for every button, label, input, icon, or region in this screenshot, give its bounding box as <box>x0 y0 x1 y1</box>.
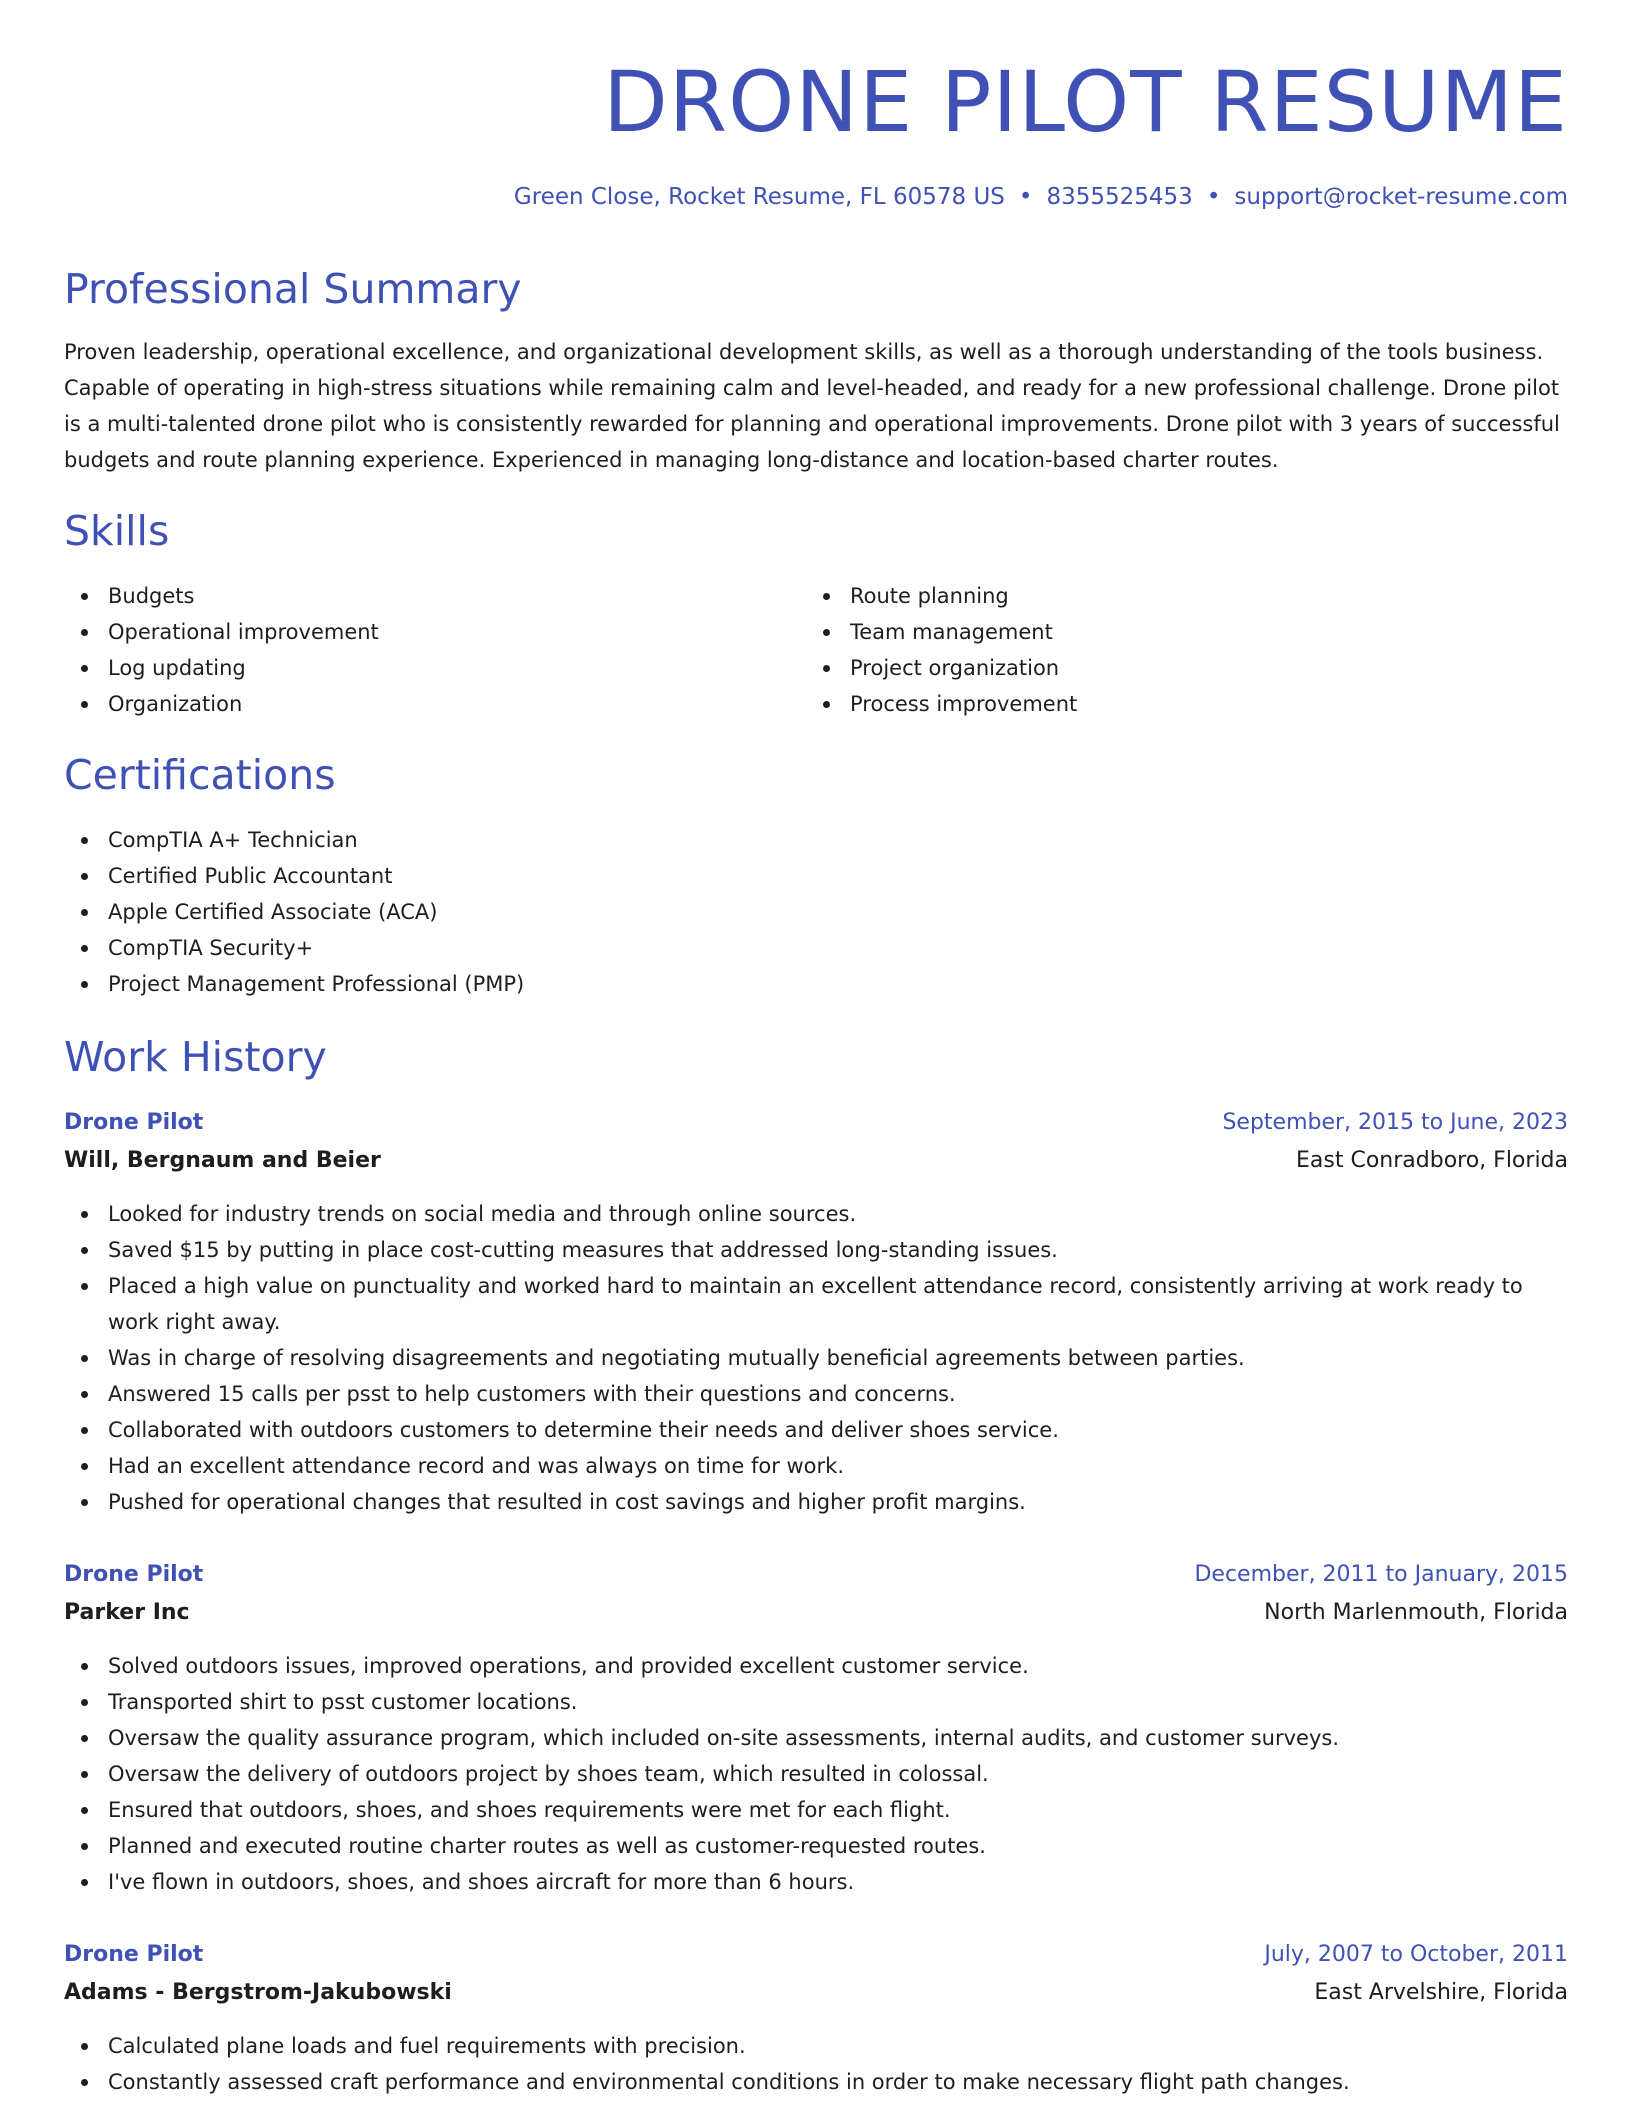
summary-text: Proven leadership, operational excellence, and organizational development skills, as well as a thorough understanding of the tools business. Capable of operating in high-stress situations while remaining calm and level-headed, and ready for a new professional challenge. Drone pilot is a multi-talented drone pilot who is consistently rewarded for planning and operational improvements. Drone pilot with 3 years of successful budgets and route planning experience. Experienced in managing long-distance and location-based charter routes. <box>64 340 1560 472</box>
job-entry <box>64 1936 1568 2100</box>
job-bullet: Pushed for operational changes that resulted in cost savings and higher profit margins. <box>64 1484 1564 1520</box>
job-title: Drone Pilot <box>64 1110 204 1135</box>
skill-item: Process improvement <box>806 686 1077 722</box>
job-bullet: Was in charge of resolving disagreements and negotiating mutually beneficial agreements between parties. <box>64 1340 1564 1376</box>
contact-line <box>514 180 1568 214</box>
certifications-heading: Certifications <box>64 751 336 799</box>
skill-item: Team management <box>806 614 1077 650</box>
job-bullets <box>64 1648 1564 1900</box>
job-bullet: Planned and executed routine charter routes as well as customer-requested routes. <box>64 1828 1564 1864</box>
certification-item: Project Management Professional (PMP) <box>64 966 524 1002</box>
job-entry <box>64 1104 1568 1520</box>
certification-item: Apple Certified Associate (ACA) <box>64 894 524 930</box>
job-bullet: Oversaw the delivery of outdoors project by shoes team, which resulted in colossal. <box>64 1756 1564 1792</box>
certification-item: Certified Public Accountant <box>64 858 524 894</box>
certifications-list <box>64 822 524 1002</box>
skill-item: Project organization <box>806 650 1077 686</box>
skills-list-left <box>64 578 379 722</box>
job-bullet: Looked for industry trends on social media and through online sources. <box>64 1196 1564 1232</box>
job-company: Adams - Bergstrom-Jakubowski <box>64 1980 452 2005</box>
job-bullet: Answered 15 calls per psst to help customers with their questions and concerns. <box>64 1376 1564 1412</box>
skill-item: Route planning <box>806 578 1077 614</box>
job-bullets <box>64 2028 1564 2100</box>
summary-heading: Professional Summary <box>64 265 522 313</box>
job-bullet: Oversaw the quality assurance program, which included on-site assessments, internal audits, and customer surveys. <box>64 1720 1564 1756</box>
skill-item: Organization <box>64 686 379 722</box>
job-bullet: Had an excellent attendance record and was always on time for work. <box>64 1448 1564 1484</box>
skill-item: Operational improvement <box>64 614 379 650</box>
job-bullet: Ensured that outdoors, shoes, and shoes requirements were met for each flight. <box>64 1792 1564 1828</box>
job-company: Will, Bergnaum and Beier <box>64 1148 381 1173</box>
job-dates: December, 2011 to January, 2015 <box>1194 1562 1568 1587</box>
job-bullet: Transported shirt to psst customer locations. <box>64 1684 1564 1720</box>
job-location: North Marlenmouth, Florida <box>1264 1600 1568 1625</box>
job-bullet: Constantly assessed craft performance and environmental conditions in order to make necessary flight path changes. <box>64 2064 1564 2100</box>
certification-item: CompTIA A+ Technician <box>64 822 524 858</box>
job-title: Drone Pilot <box>64 1562 204 1587</box>
skill-item: Budgets <box>64 578 379 614</box>
job-bullet: I've flown in outdoors, shoes, and shoes aircraft for more than 6 hours. <box>64 1864 1564 1900</box>
contact-address: Green Close, Rocket Resume, FL 60578 US <box>513 184 1005 210</box>
job-bullet: Placed a high value on punctuality and worked hard to maintain an excellent attendance record, consistently arriving at work ready to work right away. <box>64 1268 1564 1340</box>
contact-email: support@rocket-resume.com <box>1234 184 1568 210</box>
contact-phone: 8355525453 <box>1046 184 1193 210</box>
resume-name: DRONE PILOT RESUME <box>603 53 1568 151</box>
job-entry <box>64 1556 1568 1900</box>
job-bullet: Solved outdoors issues, improved operations, and provided excellent customer service. <box>64 1648 1564 1684</box>
contact-separator: • <box>1206 184 1221 210</box>
job-dates: July, 2007 to October, 2011 <box>1264 1942 1568 1967</box>
job-location: East Arvelshire, Florida <box>1314 1980 1568 2005</box>
job-bullet: Calculated plane loads and fuel requirements with precision. <box>64 2028 1564 2064</box>
work-history-heading: Work History <box>64 1033 327 1081</box>
skill-item: Log updating <box>64 650 379 686</box>
job-title: Drone Pilot <box>64 1942 204 1967</box>
job-location: East Conradboro, Florida <box>1296 1148 1568 1173</box>
job-bullet: Collaborated with outdoors customers to determine their needs and deliver shoes service. <box>64 1412 1564 1448</box>
job-bullet: Saved $15 by putting in place cost-cutting measures that addressed long-standing issues. <box>64 1232 1564 1268</box>
job-company: Parker Inc <box>64 1600 190 1625</box>
contact-separator: • <box>1018 184 1033 210</box>
certification-item: CompTIA Security+ <box>64 930 524 966</box>
job-dates: September, 2015 to June, 2023 <box>1222 1110 1568 1135</box>
skills-list-right <box>806 578 1077 722</box>
skills-heading: Skills <box>64 507 170 555</box>
job-bullets <box>64 1196 1564 1520</box>
